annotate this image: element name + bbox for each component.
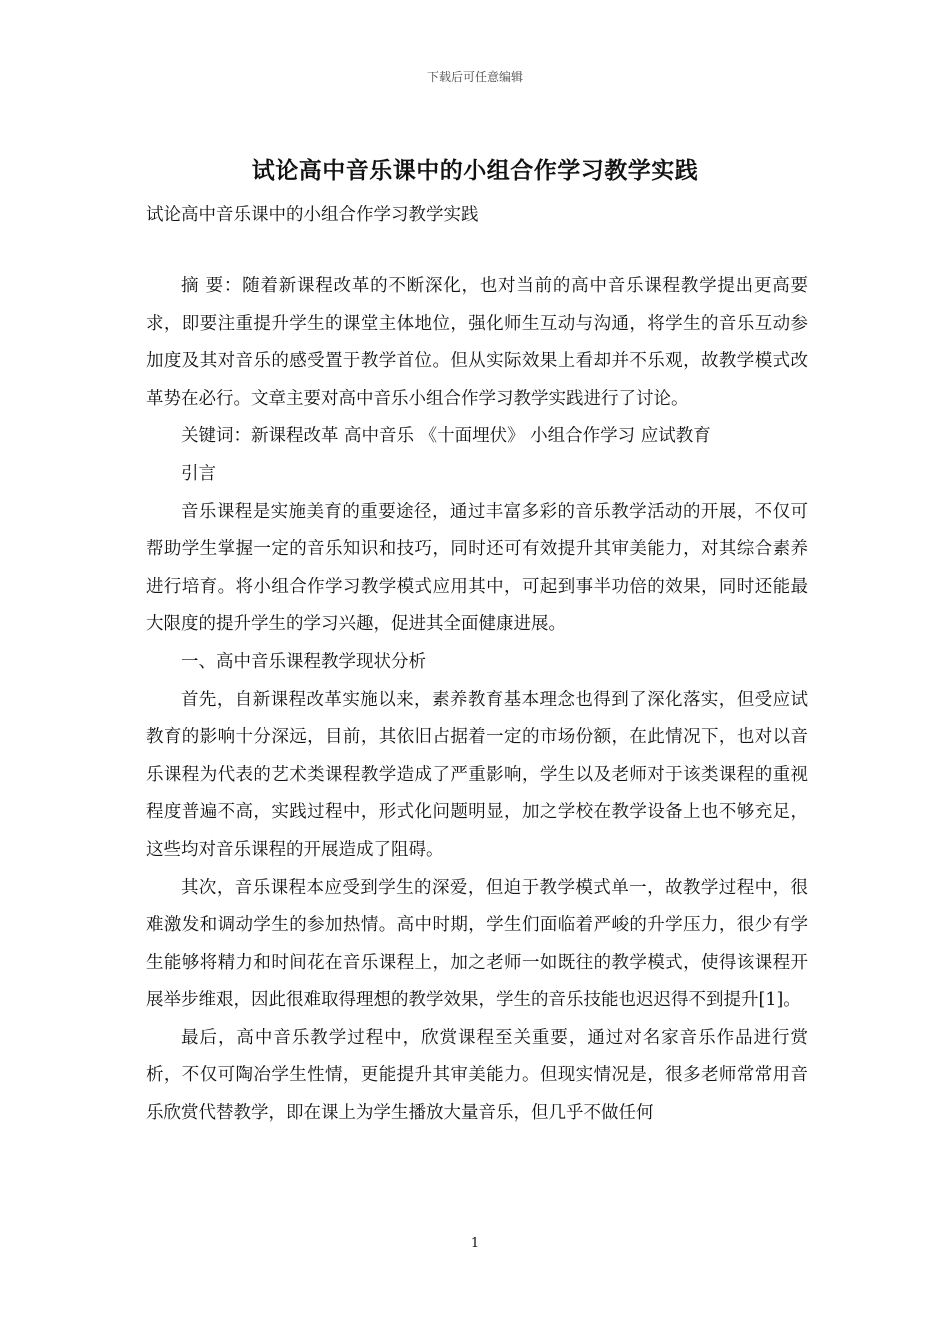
introduction-paragraph: 音乐课程是实施美育的重要途径，通过丰富多彩的音乐教学活动的开展，不仅可帮助学生掌握一定的音乐知识和技巧，同时还可有效提升其审美能力，对其综合素养进行培育。将小组合作学习教学模式应用其中，可起到事半功倍的效果，同时还能最大限度的提升学生的学习兴趣，促进其全面健康进展。 xyxy=(146,501,808,635)
abstract-paragraph: 摘 要：随着新课程改革的不断深化，也对当前的高中音乐课程教学提出更高要求，即要注重提升学生的课堂主体地位，强化师生互动与沟通，将学生的音乐互动参加度及其对音乐的感受置于教学首位。但从实际效果上看却并不乐观，故教学模式改革势在必行。文章主要对高中音乐小组合作学习教学实践进行了讨论。 xyxy=(146,276,808,409)
body-paragraph: 首先，自新课程改革实施以来，素养教育基本理念也得到了深化落实，但受应试教育的影响十分深远，目前，其依旧占据着一定的市场份额，在此情况下，也对以音乐课程为代表的艺术类课程教学造成了严重影响，学生以及老师对于该类课程的重视程度普遍不高，实践过程中，形式化问题明显，加之学校在教学设备上也不够充足，这些均对音乐课程的开展造成了阻碍。 xyxy=(146,689,808,860)
page-number: 1 xyxy=(470,1236,480,1251)
body-paragraph: 其次，音乐课程本应受到学生的深爱，但迫于教学模式单一，故教学过程中，很难激发和调动学生的参加热情。高中时期，学生们面临着严峻的升学压力，很少有学生能够将精力和时间花在音乐课程上，加之老师一如既往的教学模式，使得该课程开展举步维艰，因此很难取得理想的教学效果，学生的音乐技能也迟迟得不到提升[1]。 xyxy=(146,877,808,1011)
document-body xyxy=(146,268,808,1133)
body-paragraph: 最后，高中音乐教学过程中，欣赏课程至关重要，通过对名家音乐作品进行赏析，不仅可陶冶学生性情，更能提升其审美能力。但现实情况是，很多老师常常用音乐欣赏代替教学，即在课上为学生播放大量音乐，但几乎不做任何 xyxy=(146,1027,808,1124)
document-subtitle: 试论高中音乐课中的小组合作学习教学实践 xyxy=(146,205,479,225)
document-title: 试论高中音乐课中的小组合作学习教学实践 xyxy=(251,157,699,184)
section-1-heading: 一、高中音乐课程教学现状分析 xyxy=(181,651,426,672)
introduction-heading: 引言 xyxy=(181,463,216,484)
header-note: 下载后可任意编辑 xyxy=(426,70,523,84)
keywords-paragraph: 关键词：新课程改革 高中音乐 《十面埋伏》 小组合作学习 应试教育 xyxy=(181,426,711,447)
